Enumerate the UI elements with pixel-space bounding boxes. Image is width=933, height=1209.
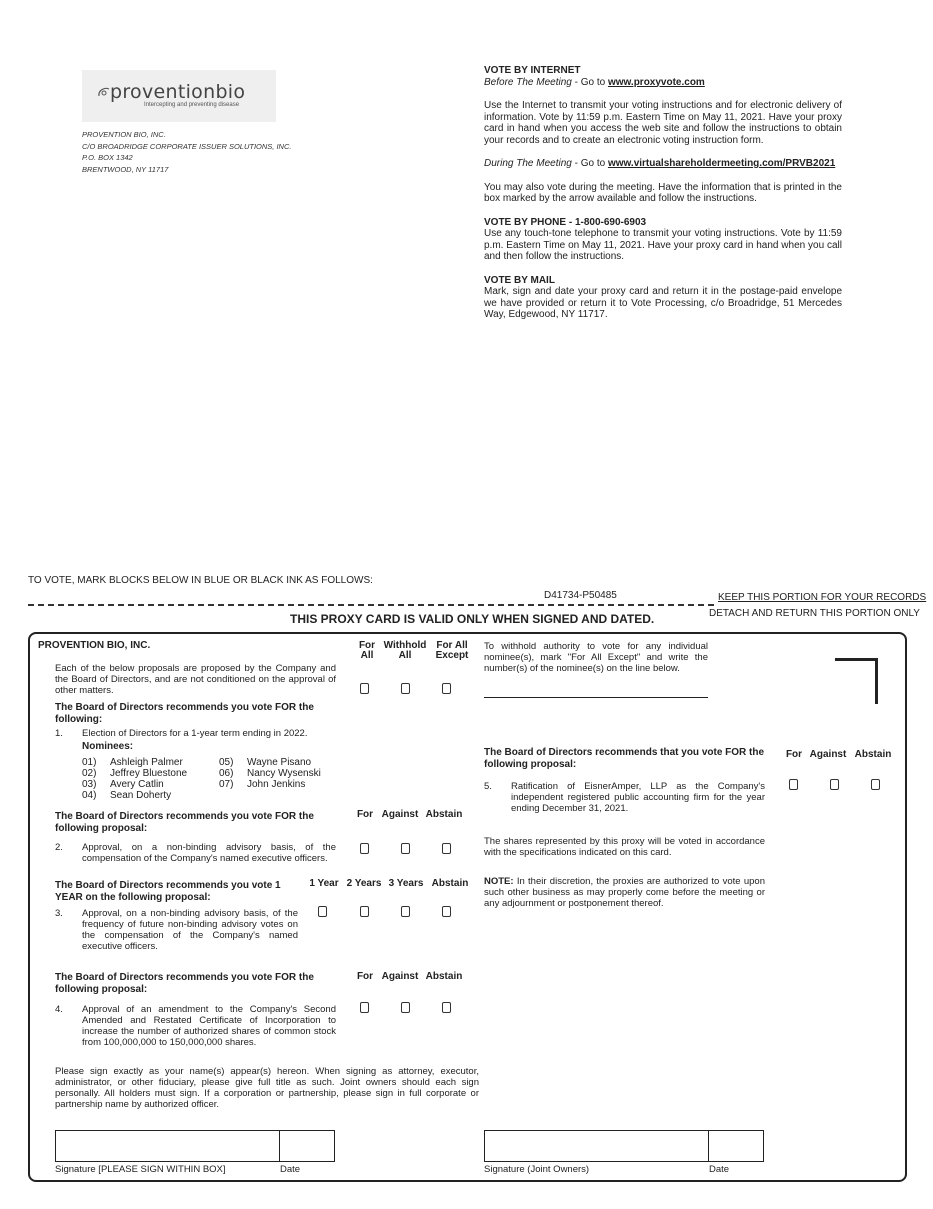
before-meeting-text: Use the Internet to transmit your voting instructions and for electronic delivery of information. Vote by 11:59 p.m. Eastern Time on May 11, 2021. Have your proxy card in hand when you access the web site and follow the instructions to obtain your records and to create an electronic voting instruction form. [484, 100, 842, 146]
proposal-2-text: Approval, on a non-binding advisory basis, of the compensation of the Company's named executive officers. [82, 842, 336, 864]
rec-1-year: The Board of Directors recommends you vote 1 YEAR on the following proposal: [55, 880, 281, 903]
signature-date-box[interactable] [279, 1130, 335, 1162]
p2-col-abstain: Abstain [425, 809, 463, 820]
p3-col-abstain: Abstain [431, 878, 469, 889]
sign-instructions: Please sign exactly as your name(s) appear(s) hereon. When signing as attorney, executor, administrator, or other fiduciary, please give full title as such. Joint owners should each sign personally. All holders must sign. If a corporation or partnership, please sign in full corporate or partnership name by authorized officer. [55, 1066, 479, 1110]
nominee-06-name: Nancy Wysenski [247, 768, 321, 779]
col-withhold-all: Withhold All [383, 640, 427, 661]
p5-checkbox-for[interactable] [789, 779, 798, 790]
p2-col-for: For [356, 809, 374, 820]
proxyvote-link[interactable]: www.proxyvote.com [607, 76, 705, 88]
nominee-02-name: Jeffrey Bluestone [110, 768, 188, 779]
proposal-4-number: 4. [55, 1004, 63, 1015]
before-meeting-line [484, 77, 842, 89]
col-for-all-except: For All Except [435, 640, 469, 661]
detach-line-left [28, 604, 714, 606]
rec-for-following: The Board of Directors recommends you vote FOR the following: [55, 702, 314, 725]
nominee-01-name: Ashleigh Palmer [110, 757, 183, 768]
proposal-5-number: 5. [484, 781, 492, 792]
voting-instructions [484, 65, 842, 321]
intro-text: Each of the below proposals are proposed by the Company and the Board of Directors, and are not conditioned on the approval of other matters. [55, 663, 336, 696]
p4-col-abstain: Abstain [425, 971, 463, 982]
p4-checkbox-abstain[interactable] [442, 1002, 451, 1013]
during-meeting-label: During The Meeting [484, 158, 572, 169]
logo-tagline: Intercepting and preventing disease [144, 102, 240, 108]
rec-for-proposal-4: The Board of Directors recommends you vote FOR the following proposal: [55, 972, 314, 995]
proposal-3-text: Approval, on a non-binding advisory basis, of the frequency of future non-binding advisory votes on the compensation of the Company's named executive officers. [82, 908, 298, 952]
p5-col-against: Against [809, 749, 847, 760]
nominee-07-num: 07) [219, 779, 234, 790]
address-line-3: P.O. BOX 1342 [82, 153, 133, 162]
control-code: D41734-P50485 [544, 590, 617, 601]
note-text [484, 876, 765, 909]
checkbox-for-all[interactable] [360, 683, 369, 694]
joint-signature-box[interactable] [484, 1130, 709, 1162]
company-logo [82, 70, 276, 122]
proposal-3-number: 3. [55, 908, 63, 919]
detach-portion-label: DETACH AND RETURN THIS PORTION ONLY [709, 608, 920, 619]
proposal-5-text: Ratification of EisnerAmper, LLP as the Company's independent registered public accounting firm for the year ending December 31, 2021. [511, 781, 765, 814]
vote-phone-text: Use any touch-tone telephone to transmit your voting instructions. Vote by 11:59 p.m. Eastern Time on May 11, 2021. Have your proxy card in hand when you call and then follow the instructions. [484, 228, 842, 262]
p5-col-abstain: Abstain [854, 749, 892, 760]
mark-instructions: TO VOTE, MARK BLOCKS BELOW IN BLUE OR BLACK INK AS FOLLOWS: [28, 575, 373, 586]
address-line-2: C/O BROADRIDGE CORPORATE ISSUER SOLUTIONS, INC. [82, 141, 292, 151]
p4-checkbox-for[interactable] [360, 1002, 369, 1013]
valid-notice: THIS PROXY CARD IS VALID ONLY WHEN SIGNED AND DATED. [290, 612, 655, 626]
nominee-05-num: 05) [219, 757, 234, 768]
p4-checkbox-against[interactable] [401, 1002, 410, 1013]
address-line-4: BRENTWOOD, NY 11717 [82, 164, 169, 174]
address-line-1: PROVENTION BIO, INC. [82, 130, 166, 139]
p4-col-for: For [356, 971, 374, 982]
date-label: Date [280, 1164, 301, 1175]
during-meeting-line [484, 158, 842, 170]
keep-portion-label: KEEP THIS PORTION FOR YOUR RECORDS [718, 592, 927, 603]
before-goto: - Go to [571, 76, 608, 88]
before-meeting-label: Before The Meeting [484, 76, 572, 88]
p5-checkbox-abstain[interactable] [871, 779, 880, 790]
rec-for-proposal-2: The Board of Directors recommends you vote FOR the following proposal: [55, 811, 314, 834]
joint-date-label: Date [709, 1164, 730, 1175]
p3-checkbox-1-year[interactable] [318, 906, 327, 917]
p5-checkbox-against[interactable] [830, 779, 839, 790]
checkbox-for-all-except[interactable] [442, 683, 451, 694]
virtual-meeting-link[interactable]: www.virtualshareholdermeeting.com/PRVB2021 [607, 158, 836, 169]
signature-box[interactable] [55, 1130, 280, 1162]
note-label: NOTE: [484, 876, 514, 887]
card-company-name: PROVENTION BIO, INC. [38, 640, 151, 651]
return-address [82, 129, 291, 175]
col-for-all: For All [358, 640, 376, 661]
nominee-04-num: 04) [82, 790, 97, 801]
joint-date-box[interactable] [708, 1130, 764, 1162]
signature-label: Signature [PLEASE SIGN WITHIN BOX] [55, 1164, 226, 1175]
proposal-4-text: Approval of an amendment to the Company's Second Amended and Restated Certificate of Incorporation to increase the number of authorized shares of common stock from 100,000,000 to 150,000,000 shares. [82, 1004, 336, 1048]
nominee-05-name: Wayne Pisano [247, 757, 312, 768]
shares-text: The shares represented by this proxy will be voted in accordance with the specifications indicated on this card. [484, 836, 765, 858]
vote-mail-text: Mark, sign and date your proxy card and return it in the postage-paid envelope we have provided or return it to Vote Processing, c/o Broadridge, 51 Mercedes Way, Edgewood, NY 11717. [484, 286, 842, 320]
nominee-06-num: 06) [219, 768, 234, 779]
withhold-instructions: To withhold authority to vote for any individual nominee(s), mark "For All Except" and write the number(s) of the nominee(s) on the line below. [484, 641, 708, 674]
p3-col-1-year: 1 Year [309, 878, 339, 889]
p2-checkbox-against[interactable] [401, 843, 410, 854]
p3-col-2-years: 2 Years [346, 878, 382, 889]
note-body: In their discretion, the proxies are authorized to vote upon such other business as may properly come before the meeting or any adjournment or postponement thereof. [484, 876, 765, 909]
p2-checkbox-abstain[interactable] [442, 843, 451, 854]
p3-col-3-years: 3 Years [388, 878, 424, 889]
nominee-03-name: Avery Catlin [110, 779, 164, 790]
p5-col-for: For [785, 749, 803, 760]
nominee-07-name: John Jenkins [247, 779, 306, 790]
p3-checkbox-3-years[interactable] [401, 906, 410, 917]
proposal-1-number: 1. [55, 728, 63, 739]
joint-signature-label: Signature (Joint Owners) [484, 1164, 590, 1175]
corner-registration-mark [835, 658, 878, 704]
nominee-03-num: 03) [82, 779, 97, 790]
nominee-04-name: Sean Doherty [110, 790, 172, 801]
nominee-02-num: 02) [82, 768, 97, 779]
checkbox-withhold-all[interactable] [401, 683, 410, 694]
vote-phone-heading: VOTE BY PHONE - 1-800-690-6903 [484, 216, 647, 228]
p2-col-against: Against [381, 809, 419, 820]
p3-checkbox-abstain[interactable] [442, 906, 451, 917]
during-goto: - Go to [571, 158, 608, 169]
nominee-write-in-line[interactable] [484, 697, 708, 698]
rec-that-for: The Board of Directors recommends that you vote FOR the following proposal: [484, 747, 765, 770]
vote-mail-heading: VOTE BY MAIL [484, 274, 555, 286]
nominee-01-num: 01) [82, 757, 97, 768]
p2-checkbox-for[interactable] [360, 843, 369, 854]
proposal-1-text: Election of Directors for a 1-year term ending in 2022. [82, 728, 308, 739]
p4-col-against: Against [381, 971, 419, 982]
p3-checkbox-2-years[interactable] [360, 906, 369, 917]
proposal-2-number: 2. [55, 842, 63, 853]
during-meeting-text: You may also vote during the meeting. Have the information that is printed in the box marked by the arrow available and follow the instructions. [484, 181, 842, 204]
vote-internet-heading: VOTE BY INTERNET [484, 65, 581, 76]
nominees-label: Nominees: [82, 741, 134, 752]
logo-wordmark: proventionbio [110, 81, 246, 103]
